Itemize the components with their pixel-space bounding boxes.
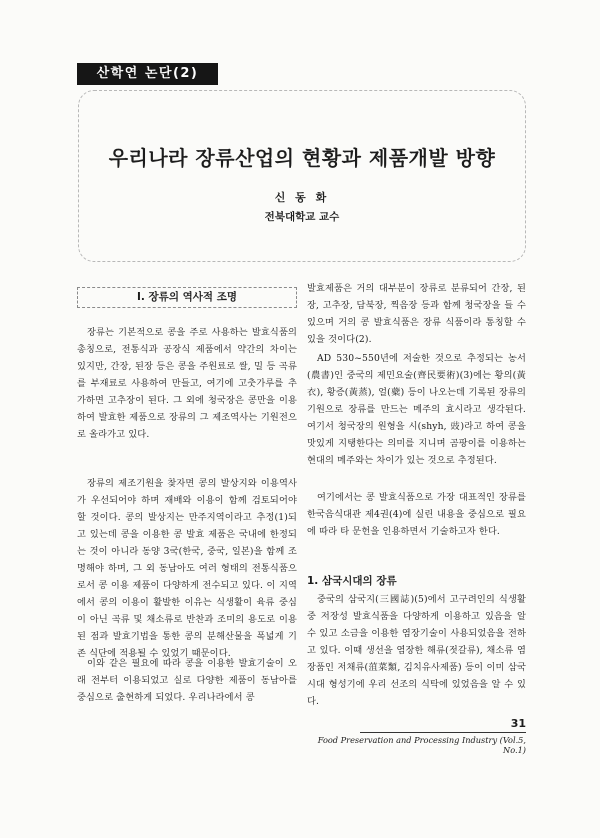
author-name: 신 동 화 [274, 191, 330, 204]
footer-rule [360, 732, 526, 733]
author-affiliation: 전북대학교 교수 [264, 211, 340, 223]
article-title: 우리나라 장류산업의 현황과 제품개발 방향 [108, 146, 496, 170]
title-frame [78, 90, 526, 262]
section-heading: Ⅰ. 장류의 역사적 조명 [77, 287, 297, 308]
left-paragraph-2: 장류의 제조기원을 찾자면 콩의 발상지와 이용역사가 우선되어야 하며 재배와 이용이 함께 검토되어야 할 것이다. 콩의 발상지는 만주지역이라고 추정(1)되고 있는데 콩을 이용한 콩 발효 제품은 국내에 한정되는 것이 아니라 동양 3국(한국, 중국, 일본)을 함께 조명해야 하며, 그 외 동남아도 여러 형태의 전통식품으로서 콩 이용 제품이 다양하게 전수되고 있다. 이 지역에서 콩의 이용이 활발한 이유는 식생활이 육류 중심이 아닌 곡류 및 채소류로 반찬과 조미의 용도로 이용된 점과 발효기법을 통한 콩의 분해산물을 폭넓게 기존 식단에 적용될 수 있었기 때문이다. [77, 478, 297, 659]
right-paragraph-4: 중국의 삼국지(三國誌)(5)에서 고구려인의 식생활 중 저장성 발효식품을 다양하게 이용하고 있음을 알 수 있고 소금을 이용한 염장기술이 사용되었음을 전하고 있다. 이때 생선을 염장한 해류(젓갈류), 채소류 염장품인 저채류(菹菜類, 김치유사제품) 등이 이미 삼국시대 형성기에 우리 선조의 식탁에 있었음을 알 수 있다. [307, 594, 526, 707]
right-paragraph-1: 발효제품은 거의 대부분이 장류로 분류되어 간장, 된장, 고추장, 담북장, 찍음장 등과 함께 청국장을 들 수 있으며 거의 콩 발효식품은 장류 식품이라 통칭할 수 있을 것이다(2). [307, 283, 526, 345]
subsection-heading: 1. 삼국시대의 장류 [307, 575, 397, 587]
journal-name: Food Preservation and Processing Industry (Vol.5, No.1) [317, 735, 526, 755]
left-paragraph-3: 이와 같은 필요에 따라 콩을 이용한 발효기술이 오래 전부터 이용되었고 실로 다양한 제품이 동남아를 중심으로 출현하게 되었다. 우리나라에서 콩 [77, 658, 297, 703]
left-paragraph-1: 장류는 기본적으로 콩을 주로 사용하는 발효식품의 총칭으로, 전통식과 공장식 제품에서 약간의 차이는 있지만, 간장, 된장 등은 콩을 주원료로 쌀, 밀 등 곡류를 부재료로 사용하여 만들고, 여기에 고춧가루를 추가하면 고추장이 된다. 그 외에 청국장은 콩만을 이용하여 발효한 제품으로 장류의 그 제조역사는 기원전으로 올라가고 있다. [77, 327, 297, 440]
right-paragraph-3: 여기에서는 콩 발효식품으로 가장 대표적인 장류를 한국음식대관 제4권(4)에 실린 내용을 중심으로 필요에 따라 타 문헌을 인용하면서 기술하고자 한다. [307, 492, 526, 537]
right-paragraph-2: AD 530~550년에 저술한 것으로 추정되는 농서(農書)인 중국의 제민요술(齊民要術)(3)에는 황의(黃衣), 황증(黃蒸), 얼(蘗) 등이 나오는데 기록된 장류의 기원으로 장류를 만드는 메주의 효시라고 생각된다. 여기서 청국장의 원형을 시(shyh, 豉)라고 하여 콩을 맛있게 지탱한다는 의미를 지니며 곰팡이를 이용하는 현대의 메주와는 차이가 있는 것으로 추정된다. [307, 353, 526, 466]
series-label: 산학연 논단(2) [77, 63, 218, 85]
page-number: 31 [510, 717, 526, 730]
